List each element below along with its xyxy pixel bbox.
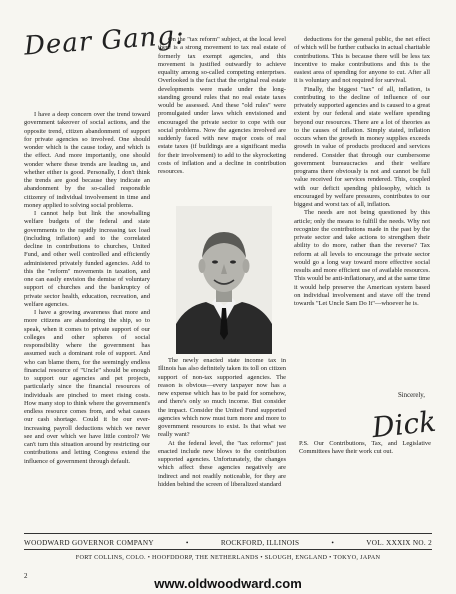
paragraph: deductions for the general public, the net effect of which will be further cutbacks in actual charitable contributions. This is because there will be less tax incentive to make contributions and this is the easiest area of spending for anyone to cut. After all it is voluntary and not required for survival. xyxy=(294,36,430,85)
portrait-image xyxy=(176,206,272,354)
paragraph: I cannot help but link the snowballing welfare budgets of the federal and state governments to the rapidly increasing tax load (including inflation) and to the correlated decline in contributions to churches, United Fund, and other well controlled and efficiently administered privately funded agencies. Add to this the "reform" movements in taxation, and one can easily envision the demise of voluntary support of churches and the bankruptcy of private sector health, education, recreation, and welfare agencies. xyxy=(24,210,150,308)
column-3 xyxy=(294,36,430,308)
postscript: P.S. Our Contributions, Tax, and Legislative Committees have their work cut out. xyxy=(299,440,431,456)
footer-company-line xyxy=(24,539,432,547)
paragraph: I have a growing awareness that more and more citizens are abandoning the ship, so to speak, when it comes to private support of our colleges and other spheres of social responsibility where the government has assumed such a dominant role of support. And who can blame them, for the seemingly endless financial resource of "Uncle" should be enough to support our agencies and pet projects, particularly since the financial resources of individuals are pinched to meet rising costs. How many stop to think where the government's endless resource comes from, and what causes our cash shortage. Could it be our ever-increasing payroll deductions which we never see and over which we have little control? We can't turn this situation around by restricting our contributions and letting Congress extend the influence of government through default. xyxy=(24,309,150,465)
website-link[interactable]: www.oldwoodward.com xyxy=(154,576,302,591)
handwritten-salutation: Dear Gang: xyxy=(23,20,186,62)
footer-location: ROCKFORD, ILLINOIS xyxy=(220,539,300,547)
footer-bullet: • xyxy=(331,539,335,547)
column-2-top xyxy=(158,36,286,176)
page-number: 2 xyxy=(24,572,28,580)
paragraph: Finally, the biggest "tax" of all, inflation, is contributing to the decline of influence of our privately supported agencies and is caused to a great extent by our federal and state welfare spending beyond our resources. There are a lot of theories as to the causes of inflation. Simply stated, inflation occurs when the growth in money supplies exceeds growth in value of products produced and services rendered. Consider that through our cumbersome government bureaucracies and their welfare programs there obviously is not and cannot be full value received for services rendered. This, coupled with our deficit spending philosophy, which is encouraged by welfare pressures, contributes to our biggest and worst tax of all, inflation. xyxy=(294,85,430,208)
paragraph: At the federal level, the "tax reforms" just enacted include new blows to the contribution supported agencies. Unfortunately, the changes which affect these agencies negatively are indirect and not readily noticeable, for they are hidden behind the screen of liberalized standard xyxy=(158,439,286,488)
paragraph: I have a deep concern over the trend toward government takeover of social actions, and the opposite trend, citizen abandonment of support for private agencies so involved. One should wonder which is the cause today, and which is the effect. And more importantly, one should wonder where these trends are leading us, and whether either is good. Personally, I don't think the trends are good because they indicate an abandonment by the so-called responsible citizenry of individual involvement in time and money applied to solving social problems. xyxy=(24,111,150,209)
paragraph: The newly enacted state income tax in Illinois has also definitely taken its toll on citizen support of non-tax supported agencies. The reason is obvious—every taxpayer now has a new expense which has to be paid for somehow, and there's only so much income. But consider the impact. Consider the United Fund supported agencies which now must turn more and more to government resources to exist. Is that what we really want? xyxy=(158,357,286,439)
footer-rule-top xyxy=(24,533,432,534)
footer-locations: FORT COLLINS, COLO. • HOOFDDORP, THE NETHERLANDS • SLOUGH, ENGLAND • TOKYO, JAPAN xyxy=(75,554,381,561)
column-2-bottom xyxy=(158,357,286,489)
footer-bullet: • xyxy=(185,539,189,547)
paragraph: On the "tax reform" subject, at the local level there is a strong movement to tax real estate of formerly tax exempt agencies, and this movement is justified outwardly to achieve equality among so-called competing enterprises. Overlooked is the fact that the original real estate developments were made under the long-standing ground rules that no real estate taxes would be assessed. And these "old rules" were promulgated under laws which envisioned and encouraged the private sector to cope with our social problems. Now the agencies involved are suddenly faced with new major costs of real estate taxes (if buildings are a significant media for their involvement) to add to the skyrocketing costs of inflation and a decline in contribution resources. xyxy=(158,36,286,175)
footer-company: WOODWARD GOVERNOR COMPANY xyxy=(24,539,154,547)
signoff: Sincerely, xyxy=(398,392,425,399)
portrait-photo xyxy=(176,206,272,354)
footer-rule-middle xyxy=(24,549,432,550)
handwritten-signature: Dick xyxy=(370,404,438,445)
footer-volume: VOL. XXXIX NO. 2 xyxy=(366,539,432,547)
paragraph: The needs are not being questioned by this article; only the means to fulfill the needs. Why not recognize the contributions made in the past by the private sector and take actions to strengthen their ability to do more, rather than the reverse? Tax reform at all levels to encourage the private sector would go a long way toward more effective social results and more efficient use of available resources. This would be anti-inflationary, and at the same time it would help preserve the American system based on individual involvement and stave off the trend towards "Let Uncle Sam Do It"—whoever he is. xyxy=(294,209,430,307)
column-1 xyxy=(24,111,150,466)
